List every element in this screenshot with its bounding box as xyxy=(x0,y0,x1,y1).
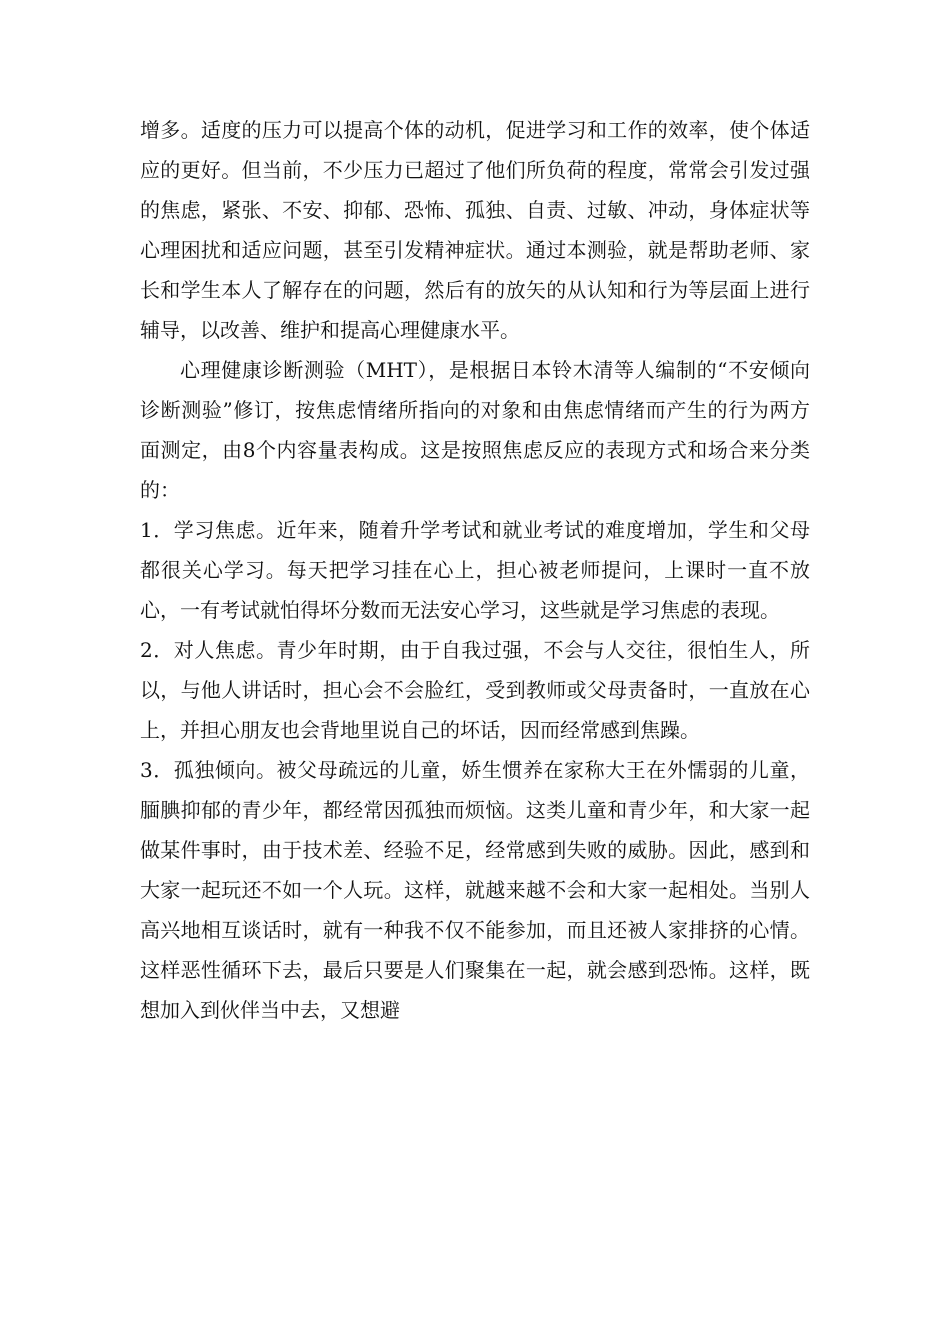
list-item-loneliness-tendency: 3．孤独倾向。被父母疏远的儿童，娇生惯养在家称大王在外懦弱的儿童，腼腆抑郁的青少年，都经常因孤独而烦恼。这类儿童和青少年，和大家一起做某件事时，由于技术差、经验不足，经常感到失败的威胁。因此，感到和大家一起玩还不如一个人玩。这样，就越来越不会和大家一起相处。当别人高兴地相互谈话时，就有一种我不仅不能参加，而且还被人家排挤的心情。这样恶性循环下去，最后只要是人们聚集在一起，就会感到恐怖。这样，既想加入到伙伴当中去，又想避 xyxy=(140,758,810,1022)
document-page xyxy=(140,110,810,1030)
paragraph-intro-continued: 增多。适度的压力可以提高个体的动机，促进学习和工作的效率，使个体适应的更好。但当前，不少压力已超过了他们所负荷的程度，常常会引发过强的焦虑，紧张、不安、抑郁、恐怖、孤独、自责、过敏、冲动，身体症状等心理困扰和适应问题，甚至引发精神症状。通过本测验，就是帮助老师、家长和学生本人了解存在的问题，然后有的放矢的从认知和行为等层面上进行辅导，以改善、维护和提高心理健康水平。 xyxy=(140,118,810,342)
list-item-learning-anxiety: 1．学习焦虑。近年来，随着升学考试和就业考试的难度增加，学生和父母都很关心学习。每天把学习挂在心上，担心被老师提问，上课时一直不放心，一有考试就怕得坏分数而无法安心学习，这些就是学习焦虑的表现。 xyxy=(140,518,810,622)
paragraph-mht-description: 心理健康诊断测验（MHT），是根据日本铃木清等人编制的“不安倾向诊断测验”修订，按焦虑情绪所指向的对象和由焦虑情绪而产生的行为两方面测定，由8个内容量表构成。这是按照焦虑反应的表现方式和场合来分类的： xyxy=(140,358,810,502)
list-item-social-anxiety: 2．对人焦虑。青少年时期，由于自我过强，不会与人交往，很怕生人，所以，与他人讲话时，担心会不会脸红，受到教师或父母责备时，一直放在心上，并担心朋友也会背地里说自己的坏话，因而经常感到焦躁。 xyxy=(140,638,810,742)
